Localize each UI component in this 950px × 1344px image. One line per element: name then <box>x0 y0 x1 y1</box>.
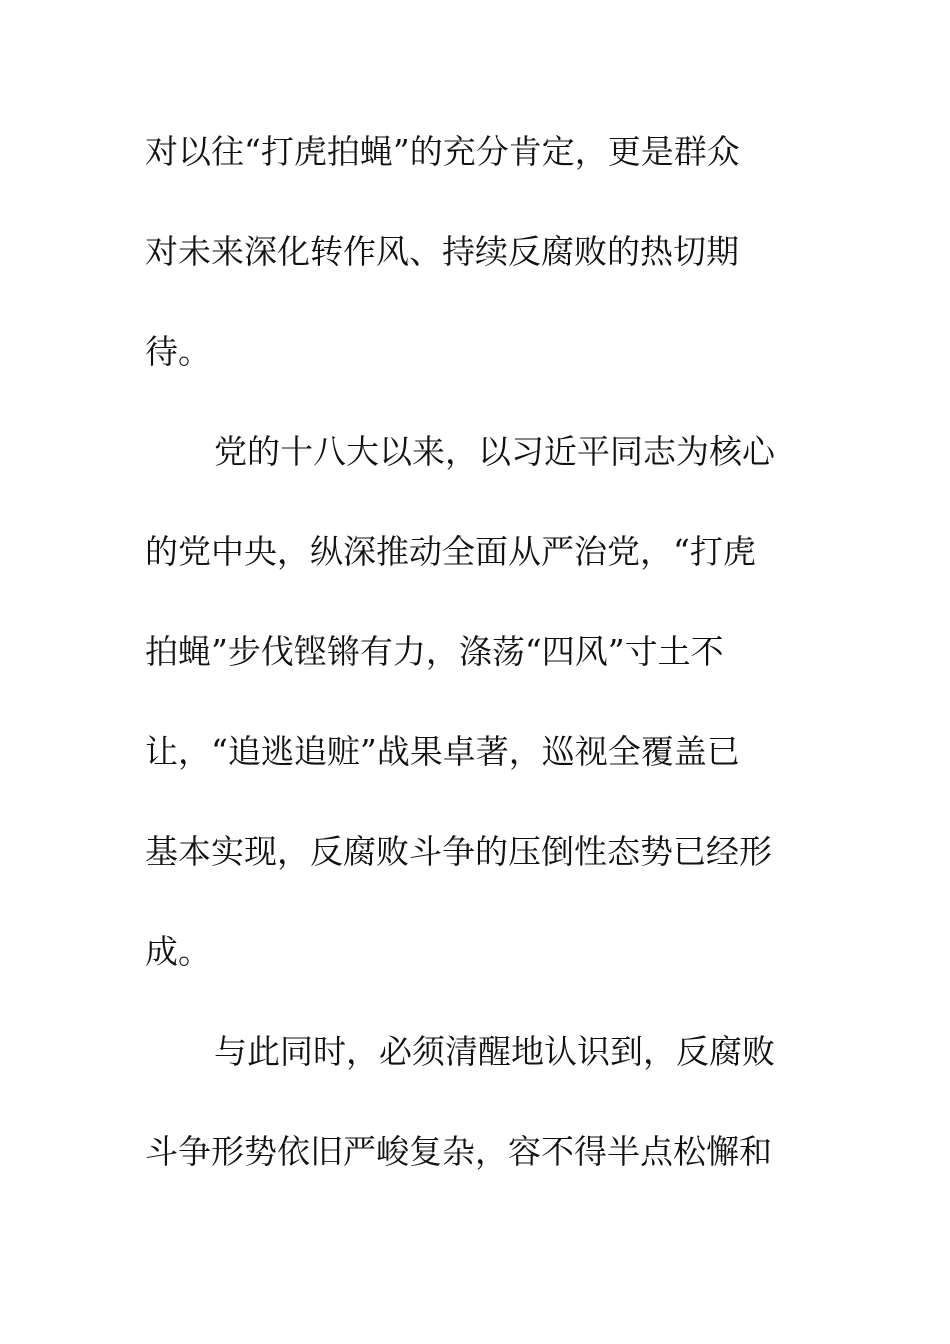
paragraph-first-line: 与此同时，必须清醒地认识到，反腐败 <box>214 1032 775 1071</box>
text-line: 让，“追逃追赃”战果卓著，巡视全覆盖已 <box>145 732 740 771</box>
text-line: 拍蝇”步伐铿锵有力，涤荡“四风”寸土不 <box>145 632 724 671</box>
text-line: 斗争形势依旧严峻复杂，容不得半点松懈和 <box>145 1132 772 1171</box>
text-line: 的党中央，纵深推动全面从严治党，“打虎 <box>145 532 756 571</box>
text-line: 对以往“打虎拍蝇”的充分肯定，更是群众 <box>145 132 740 171</box>
text-line: 对未来深化转作风、持续反腐败的热切期 <box>145 232 739 271</box>
text-line: 成。 <box>145 932 211 971</box>
paragraph-first-line: 党的十八大以来，以习近平同志为核心 <box>214 432 775 471</box>
text-line: 基本实现，反腐败斗争的压倒性态势已经形 <box>145 832 772 871</box>
text-line: 待。 <box>145 332 211 371</box>
